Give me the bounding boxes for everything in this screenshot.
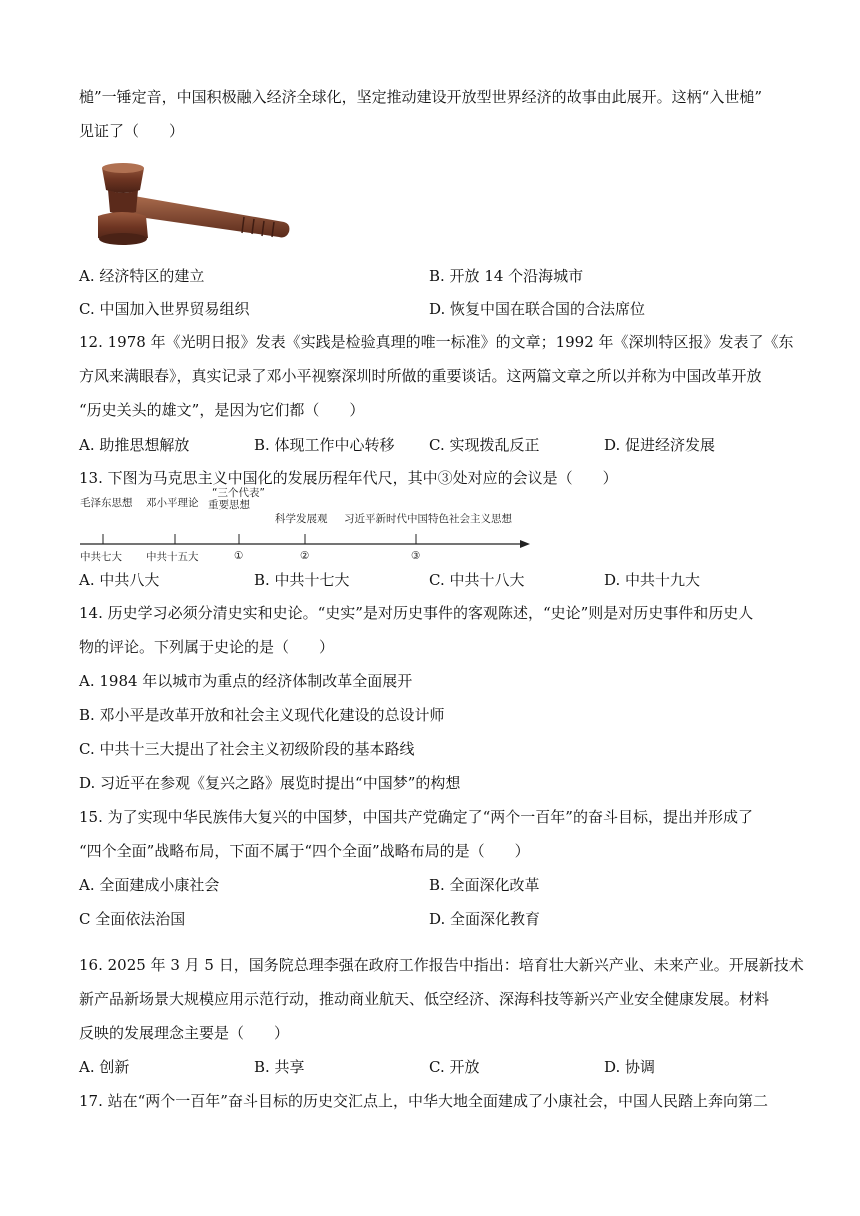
q14-text-line: 物的评论。下列属于史论的是（ ） [79, 638, 335, 656]
q14-option-b[interactable]: B. 邓小平是改革开放和社会主义现代化建设的总设计师 [79, 706, 445, 724]
q12-text-line: 12. 1978 年《光明日报》发表《实践是检验真理的唯一标准》的文章；1992 年《深圳特区报》发表了《东 [79, 333, 794, 351]
q13-text-line: 13. 下图为马克思主义中国化的发展历程年代尺，其中③处对应的会议是（ ） [79, 469, 618, 487]
q15-option-b[interactable]: B. 全面深化改革 [429, 876, 540, 894]
q12-option-d[interactable]: D. 促进经济发展 [604, 436, 716, 454]
timeline-label-2: ② [300, 550, 310, 562]
q16-option-a[interactable]: A. 创新 [79, 1058, 130, 1076]
q11-option-c[interactable]: C. 中国加入世界贸易组织 [79, 300, 250, 318]
q11-option-b[interactable]: B. 开放 14 个沿海城市 [429, 267, 584, 285]
q11-option-d[interactable]: D. 恢复中国在联合国的合法席位 [429, 300, 646, 318]
timeline-label-15th: 中共十五大 [146, 551, 199, 563]
q11-text-line: 槌”一锤定音，中国积极融入经济全球化，坚定推动建设开放型世界经济的故事由此展开。这柄“入世槌” [79, 88, 763, 106]
q13-option-d[interactable]: D. 中共十九大 [604, 571, 701, 589]
q16-text-line: 反映的发展理念主要是（ ） [79, 1024, 290, 1042]
q13-option-a[interactable]: A. 中共八大 [79, 571, 160, 589]
timeline-label-scientific-outlook: 科学发展观 [275, 513, 328, 525]
q16-option-c[interactable]: C. 开放 [429, 1058, 480, 1076]
timeline-label-important-thought: 重要思想 [208, 499, 250, 511]
q16-text-line: 新产品新场景大规模应用示范行动，推动商业航天、低空经济、深海科技等新兴产业安全健康发展。材料 [79, 990, 770, 1008]
q16-option-d[interactable]: D. 协调 [604, 1058, 656, 1076]
timeline-label-3: ③ [411, 550, 421, 562]
timeline-arrow [520, 540, 530, 548]
q15-option-a[interactable]: A. 全面建成小康社会 [79, 876, 220, 894]
timeline-diagram [78, 487, 538, 566]
q12-option-a[interactable]: A. 助推思想解放 [79, 436, 190, 454]
q13-option-c[interactable]: C. 中共十八大 [429, 571, 525, 589]
q12-option-b[interactable]: B. 体现工作中心转移 [254, 436, 395, 454]
timeline-label-mao: 毛泽东思想 [80, 497, 133, 509]
q14-option-a[interactable]: A. 1984 年以城市为重点的经济体制改革全面展开 [79, 672, 413, 690]
q16-text-line: 16. 2025 年 3 月 5 日，国务院总理李强在政府工作报告中指出：培育壮大新兴产业、未来产业。开展新技术 [79, 956, 804, 974]
q14-text-line: 14. 历史学习必须分清史实和史论。“史实”是对历史事件的客观陈述，“史论”则是对历史事件和历史人 [79, 604, 754, 622]
q13-option-b[interactable]: B. 中共十七大 [254, 571, 350, 589]
q12-text-line: 方风来满眼春》，真实记录了邓小平视察深圳时所做的重要谈话。这两篇文章之所以并称为中国改革开放 [79, 367, 762, 385]
q15-text-line: “四个全面”战略布局，下面不属于“四个全面”战略布局的是（ ） [79, 842, 530, 860]
q15-option-d[interactable]: D. 全面深化教育 [429, 910, 541, 928]
timeline-label-1: ① [234, 550, 244, 562]
q11-text-line: 见证了（ ） [79, 122, 185, 140]
timeline-label-three-represents: “三个代表” [212, 487, 265, 499]
q12-text-line: “历史关头的雄文”，是因为它们都（ ） [79, 401, 365, 419]
timeline-label-7th: 中共七大 [80, 551, 122, 563]
timeline-label-xi-thought: 习近平新时代中国特色社会主义思想 [344, 513, 512, 525]
q15-option-c[interactable]: C 全面依法治国 [79, 910, 186, 928]
q11-option-a[interactable]: A. 经济特区的建立 [79, 267, 205, 285]
q16-option-b[interactable]: B. 共享 [254, 1058, 305, 1076]
timeline-label-deng: 邓小平理论 [146, 497, 199, 509]
q14-option-d[interactable]: D. 习近平在参观《复兴之路》展览时提出“中国梦”的构想 [79, 774, 461, 792]
gavel-image [94, 160, 294, 260]
q15-text-line: 15. 为了实现中华民族伟大复兴的中国梦，中国共产党确定了“两个一百年”的奋斗目标，提出并形成了 [79, 808, 753, 826]
q14-option-c[interactable]: C. 中共十三大提出了社会主义初级阶段的基本路线 [79, 740, 415, 758]
q12-option-c[interactable]: C. 实现拨乱反正 [429, 436, 540, 454]
q17-text-line: 17. 站在“两个一百年”奋斗目标的历史交汇点上，中华大地全面建成了小康社会，中国人民踏上奔向第二 [79, 1092, 768, 1110]
